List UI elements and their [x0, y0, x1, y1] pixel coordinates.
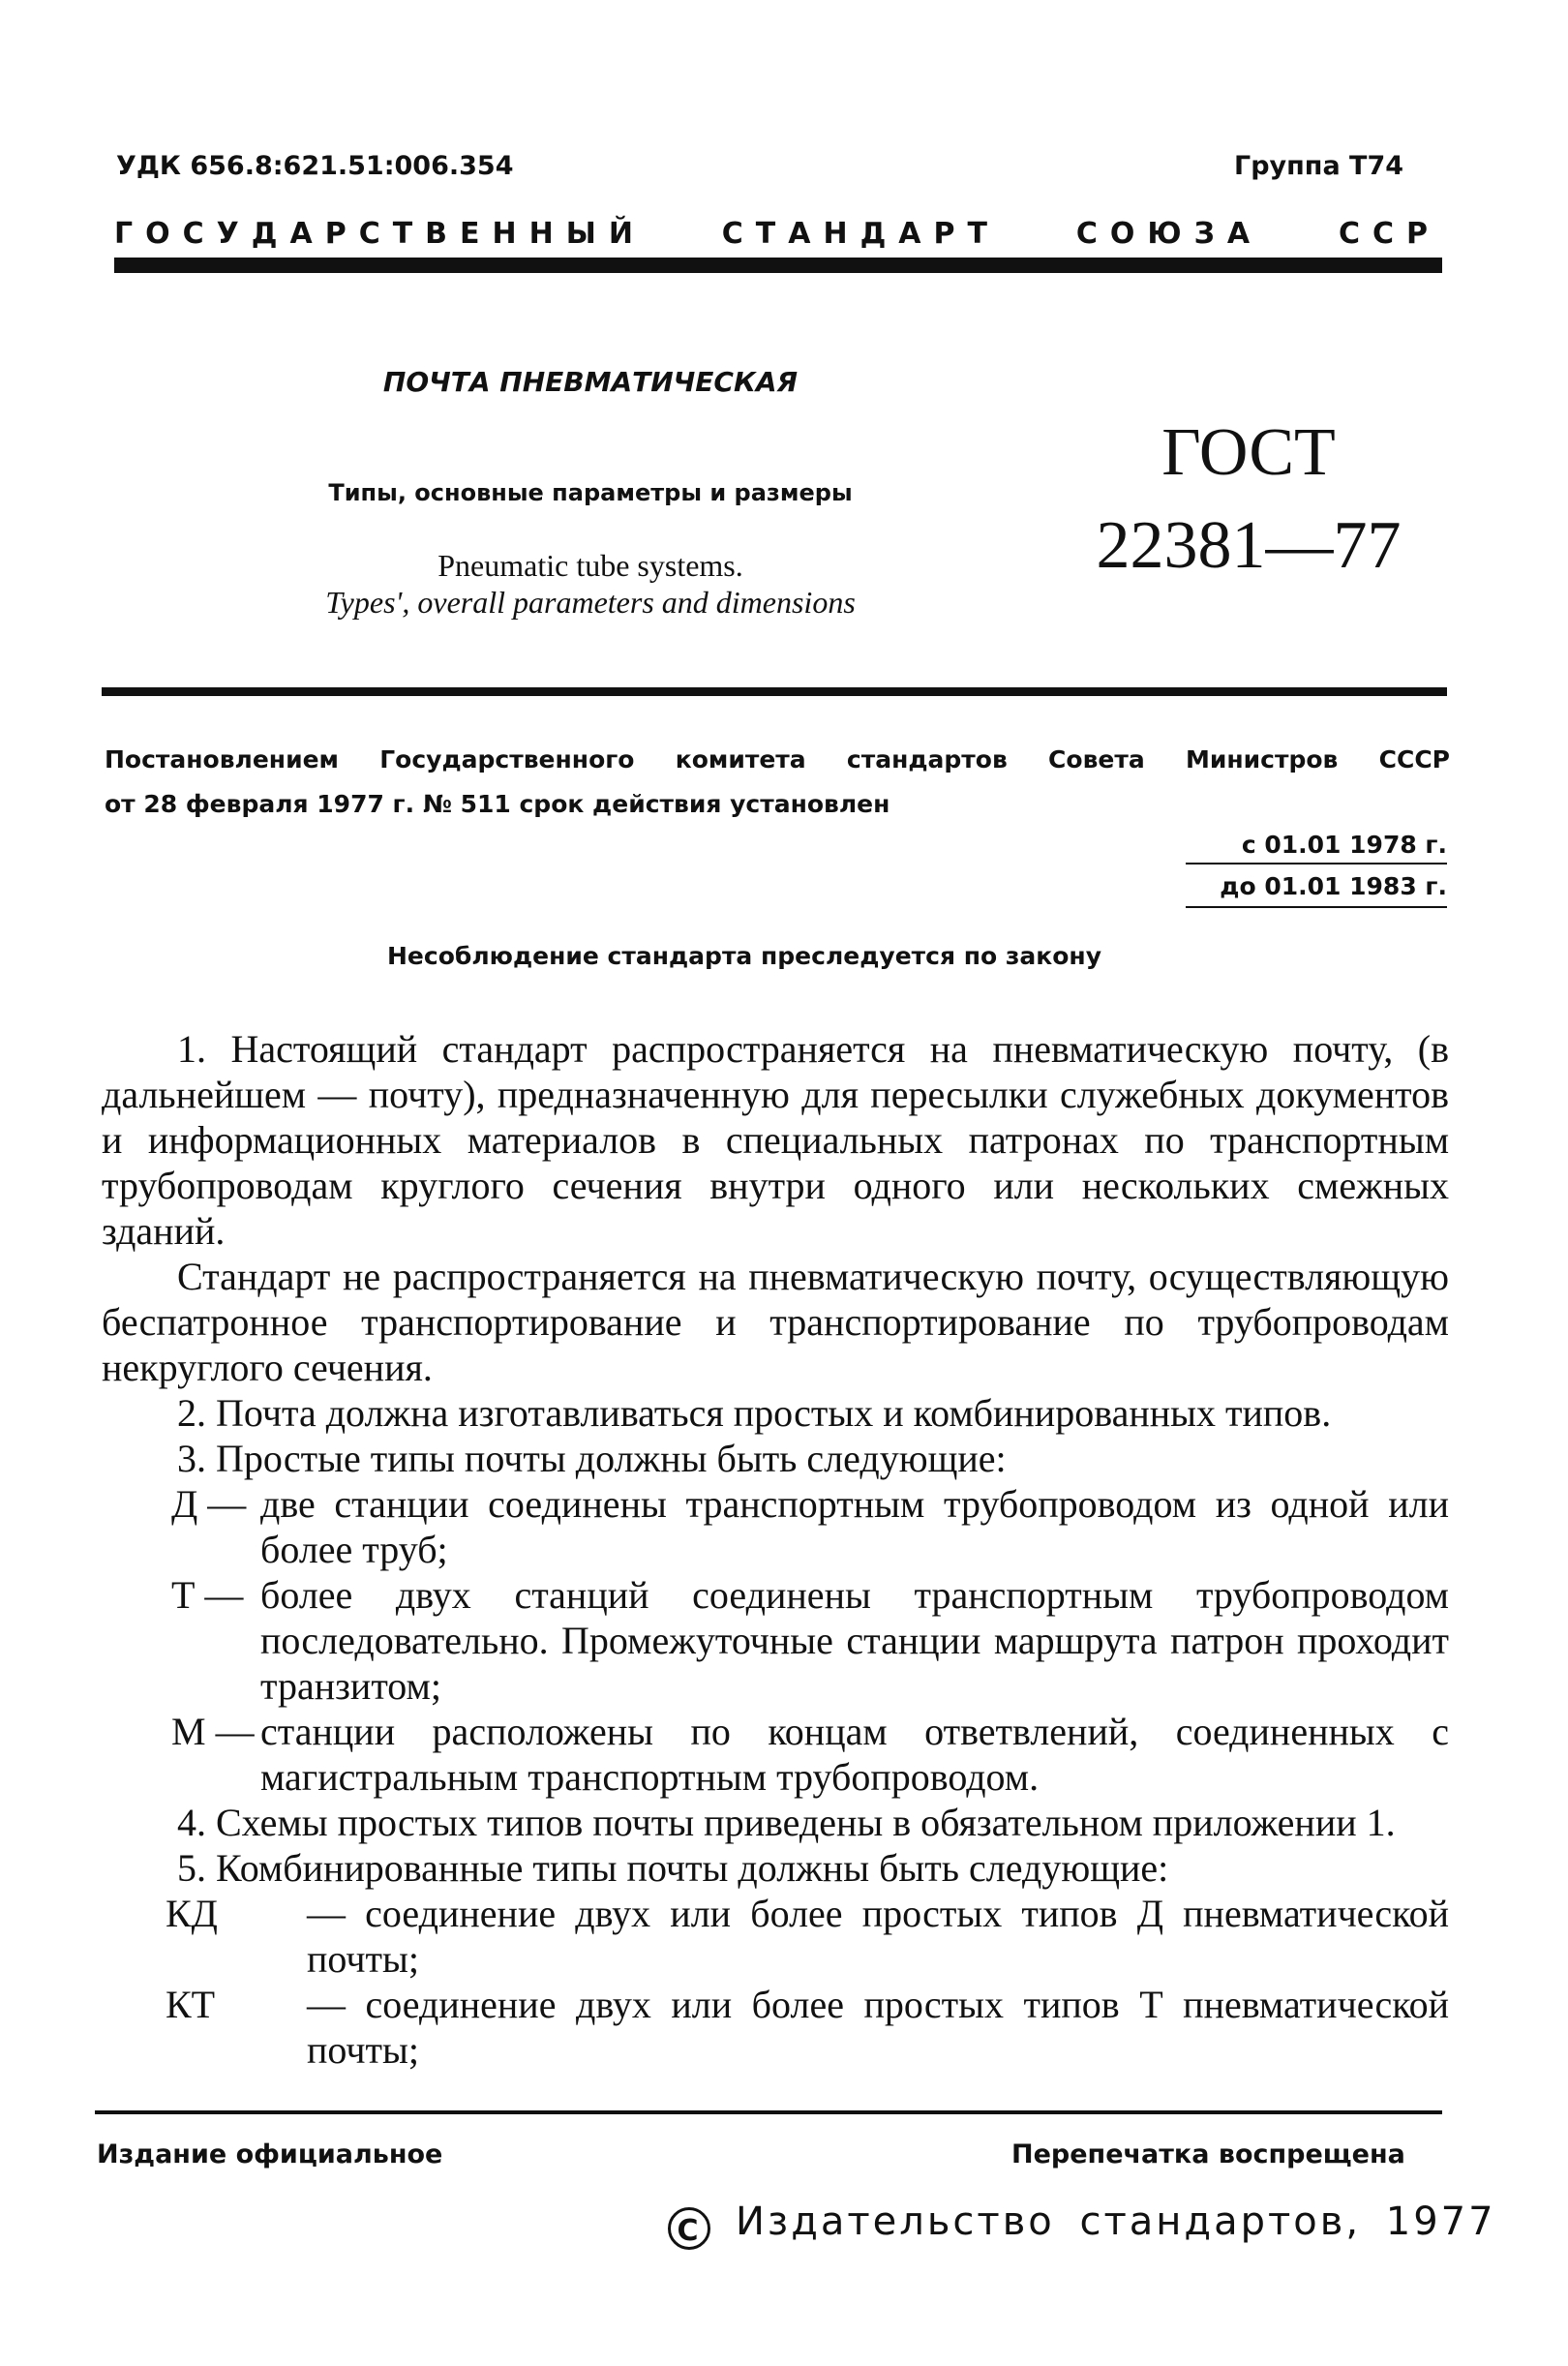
publisher-line	[668, 2199, 1496, 2250]
banner-word: СТАНДАРТ	[721, 217, 1000, 251]
publisher-name: Издательство стандартов, 1977	[736, 2199, 1496, 2244]
type-code: КТ	[166, 1983, 216, 2026]
valid-to: до 01.01 1983 г.	[1186, 868, 1447, 908]
decree	[105, 738, 1450, 827]
title-rule	[102, 687, 1447, 696]
validity-dates	[1186, 831, 1447, 908]
state-standard-banner	[114, 217, 1440, 251]
gost-number: 22381—77	[1096, 508, 1402, 583]
simple-type-item	[102, 1481, 1449, 1572]
title-block	[223, 366, 958, 621]
combined-type-item	[102, 1982, 1449, 2073]
title-english-line2: Types', overall parameters and dimensions	[325, 585, 856, 620]
combined-type-item	[102, 1891, 1449, 1982]
penalty-notice: Несоблюдение стандарта преследуется по закону	[387, 942, 1101, 970]
title-english-line1: Pneumatic tube systems.	[437, 548, 743, 583]
banner-word: ГОСУДАРСТВЕННЫЙ	[114, 217, 646, 251]
subtitle-russian: Типы, основные параметры и размеры	[328, 479, 853, 506]
footer-rule	[95, 2110, 1442, 2114]
gost-label: ГОСТ	[1161, 415, 1336, 490]
type-code: КД	[166, 1892, 218, 1935]
group-code: Группа Т74	[1234, 151, 1404, 181]
banner-word: СОЮЗА	[1075, 217, 1263, 251]
simple-type-item	[102, 1572, 1449, 1709]
type-description: — соединение двух или более простых типов Т пневматической почты;	[307, 1983, 1449, 2072]
reprint-prohibited: Перепечатка воспрещена	[1011, 2139, 1405, 2169]
gost-designation	[1065, 407, 1432, 592]
type-description: — соединение двух или более простых типов Д пневматической почты;	[307, 1892, 1449, 1981]
paragraph-1b: Стандарт не распространяется на пневматическую почту, осуществляющую беспатронное транспортирование и транспортирование по трубопроводам некруглого сечения.	[102, 1255, 1449, 1389]
udk-code: УДК 656.8:621.51:006.354	[116, 151, 514, 181]
type-code: Д —	[171, 1482, 247, 1526]
decree-line2: от 28 февраля 1977 г. № 511 срок действия установлен	[105, 790, 890, 818]
paragraph-1: 1. Настоящий стандарт распространяется на пневматическую почту, (в дальнейшем — почту), предназначенную для пересылки служебных документов и информационных материалов в специальных патронах по транспортным трубопроводам круглого сечения внутри одного или нескольких смежных зданий.	[102, 1027, 1449, 1253]
paragraph-3: 3. Простые типы почты должны быть следующие:	[177, 1437, 1007, 1480]
standard-body	[102, 1026, 1449, 2073]
type-code: Т —	[171, 1573, 244, 1617]
simple-type-item	[102, 1709, 1449, 1800]
valid-from: с 01.01 1978 г.	[1186, 831, 1447, 864]
decree-line1: Постановлением Государственного комитета стандартов Совета Министров СССР	[105, 745, 1450, 774]
official-edition: Издание официальное	[97, 2139, 443, 2169]
copyright-icon: С	[668, 2207, 710, 2250]
paragraph-5: 5. Комбинированные типы почты должны быть следующие:	[177, 1846, 1169, 1890]
header-rule	[114, 258, 1442, 273]
type-description: более двух станций соединены транспортным трубопроводом последовательно. Промежуточные станции маршрута патрон проходит транзитом;	[260, 1573, 1449, 1708]
paragraph-4: 4. Схемы простых типов почты приведены в обязательном приложении 1.	[177, 1801, 1396, 1844]
type-description: станции расположены по концам ответвлений, соединенных с магистральным транспортным трубопроводом.	[260, 1710, 1449, 1799]
title-russian: ПОЧТА ПНЕВМАТИЧЕСКАЯ	[382, 366, 799, 398]
type-code: М —	[171, 1710, 255, 1753]
type-description: две станции соединены транспортным трубопроводом из одной или более труб;	[260, 1482, 1449, 1571]
title-english	[223, 547, 958, 621]
banner-word: ССР	[1338, 217, 1440, 251]
paragraph-2: 2. Почта должна изготавливаться простых и комбинированных типов.	[177, 1391, 1332, 1435]
